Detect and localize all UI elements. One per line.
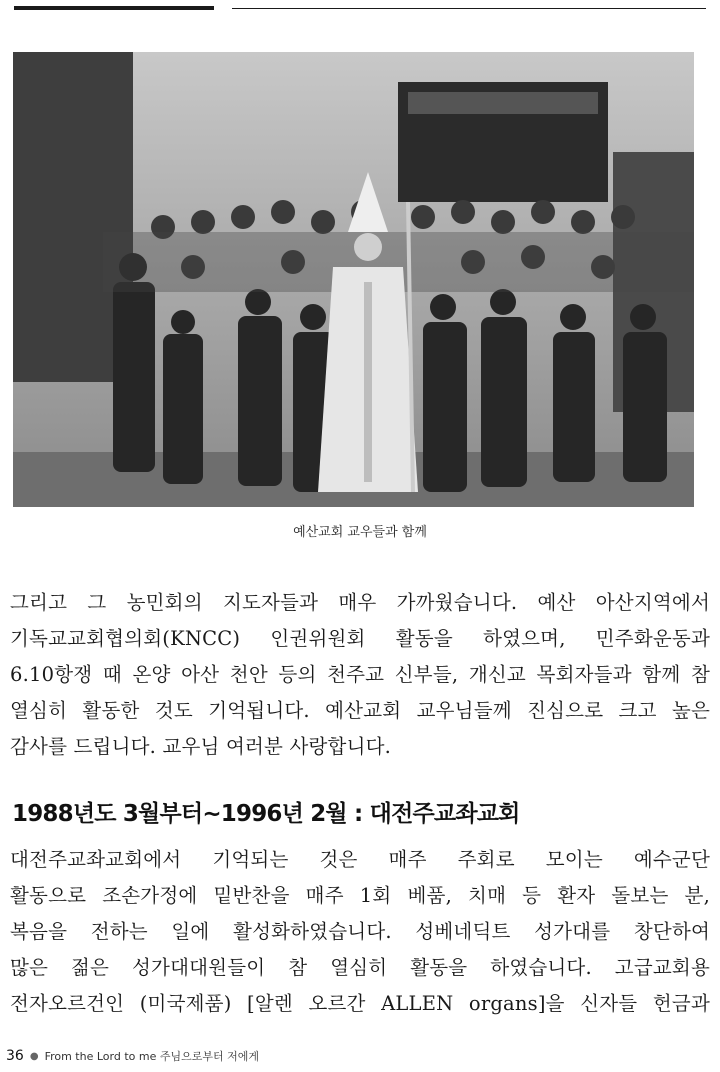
paragraph-line: 많은 젊은 성가대대원들이 참 열심히 활동을 하였습니다. 고급교회용 xyxy=(10,956,710,979)
bullet-icon: ● xyxy=(29,1050,39,1062)
paragraph-line: 열심히 활동한 것도 기억됩니다. 예산교회 교우님들께 진심으로 크고 높은 xyxy=(10,699,710,722)
paragraph-line: 복음을 전하는 일에 활성화하였습니다. 성베네딕트 성가대를 창단하여 xyxy=(10,920,710,943)
book-title: From the Lord to me 주님으로부터 저에게 xyxy=(44,1050,259,1063)
paragraph-line: 감사를 드립니다. 교우님 여러분 사랑합니다. xyxy=(10,735,392,758)
paragraph-daejeon-cathedral xyxy=(10,842,710,1022)
paragraph-line: 그리고 그 농민회의 지도자들과 매우 가까웠습니다. 예산 아산지역에서 xyxy=(10,591,710,614)
paragraph-line: 활동으로 조손가정에 밑반찬을 매주 1회 베품, 치매 등 환자 돌보는 분, xyxy=(10,884,710,907)
section-heading: 1988년도 3월부터~1996년 2월 : 대전주교좌교회 xyxy=(12,801,520,827)
page-footer xyxy=(6,1048,259,1064)
paragraph-line: 6.10항쟁 때 온양 아산 천안 등의 천주교 신부들, 개신교 목회자들과 함께 참 xyxy=(10,663,710,686)
header-rule-thin xyxy=(232,8,706,9)
paragraph-line: 전자오르건인 (미국제품) [알렌 오르간 ALLEN organs]을 신자들 헌금과 xyxy=(10,992,710,1015)
paragraph-line: 대전주교좌교회에서 기억되는 것은 매주 주회로 모이는 예수군단 xyxy=(10,848,710,871)
photo-caption: 예산교회 교우들과 함께 xyxy=(293,525,427,540)
paragraph-knc-activities xyxy=(10,585,710,765)
paragraph-line: 기독교교회협의회(KNCC) 인권위원회 활동을 하였으며, 민주화운동과 xyxy=(10,627,710,650)
page-number: 36 xyxy=(6,1048,24,1064)
group-photo-image xyxy=(13,52,694,507)
group-photo xyxy=(13,52,694,507)
header-rule-thick xyxy=(14,6,214,10)
